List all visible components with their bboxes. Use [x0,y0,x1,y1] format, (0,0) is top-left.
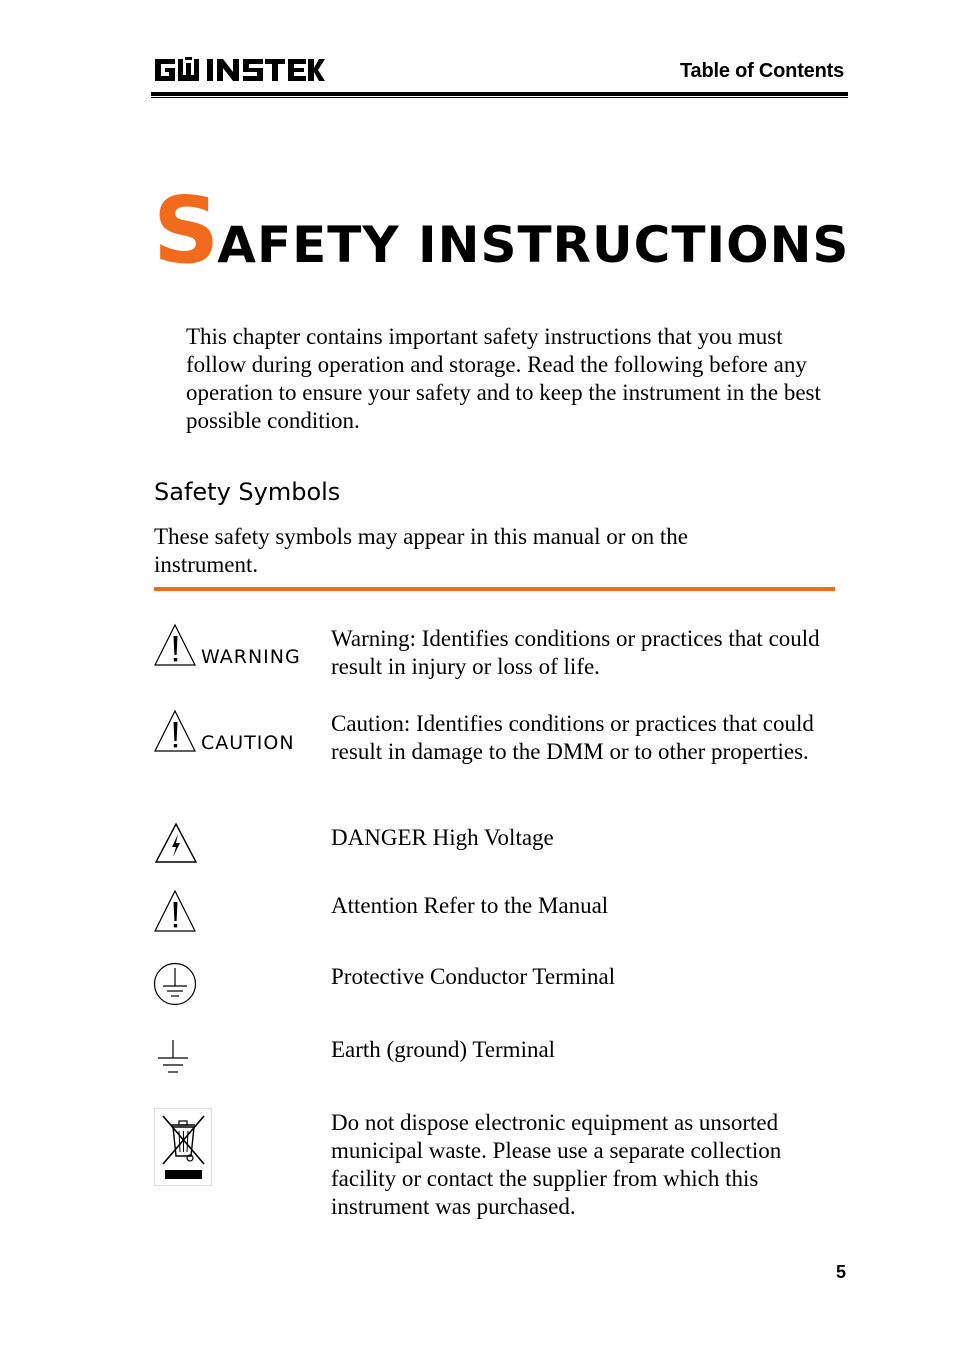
high-voltage-icon [154,822,198,864]
attention-description: Attention Refer to the Manual [331,893,609,918]
caution-description: Caution: Identifies conditions or practices that could result in damage to the DMM or to other properties. [331,711,814,764]
page-number: 5 [835,1262,846,1282]
chapter-title [153,177,850,284]
warning-triangle-icon [154,623,198,667]
warning-label: WARNING [201,646,301,668]
section-intro: These safety symbols may appear in this manual or on the instrument. [154,524,688,577]
section-heading: Safety Symbols [154,478,341,506]
chapter-title-initial: S [153,177,218,284]
header-section-title: Table of Contents [679,60,844,82]
chapter-title-rest: AFETY INSTRUCTIONS [217,216,850,274]
weee-bin-icon [154,1108,212,1186]
gw-instek-logo [153,55,325,85]
earth-ground-icon [156,1038,192,1078]
protective-conductor-icon [153,962,197,1006]
header-rule-thin [151,97,848,98]
earth-ground-description: Earth (ground) Terminal [331,1037,556,1062]
section-divider [154,587,835,591]
high-voltage-description: DANGER High Voltage [331,825,554,850]
weee-description: Do not dispose electronic equipment as unsorted municipal waste. Please use a separate collection facility or contact the supplier from which this instrument was purchased. [331,1110,782,1219]
caution-label: CAUTION [201,732,295,754]
warning-description: Warning: Identifies conditions or practices that could result in injury or loss of life. [331,626,820,679]
chapter-intro: This chapter contains important safety instructions that you must follow during operation and storage. Read the following before any operation to ensure your safety and to keep the instrument in the best possible condition. [186,324,821,433]
protective-conductor-description: Protective Conductor Terminal [331,964,616,989]
attention-icon [154,889,198,933]
header-rule [151,92,848,96]
caution-triangle-icon [154,709,198,753]
